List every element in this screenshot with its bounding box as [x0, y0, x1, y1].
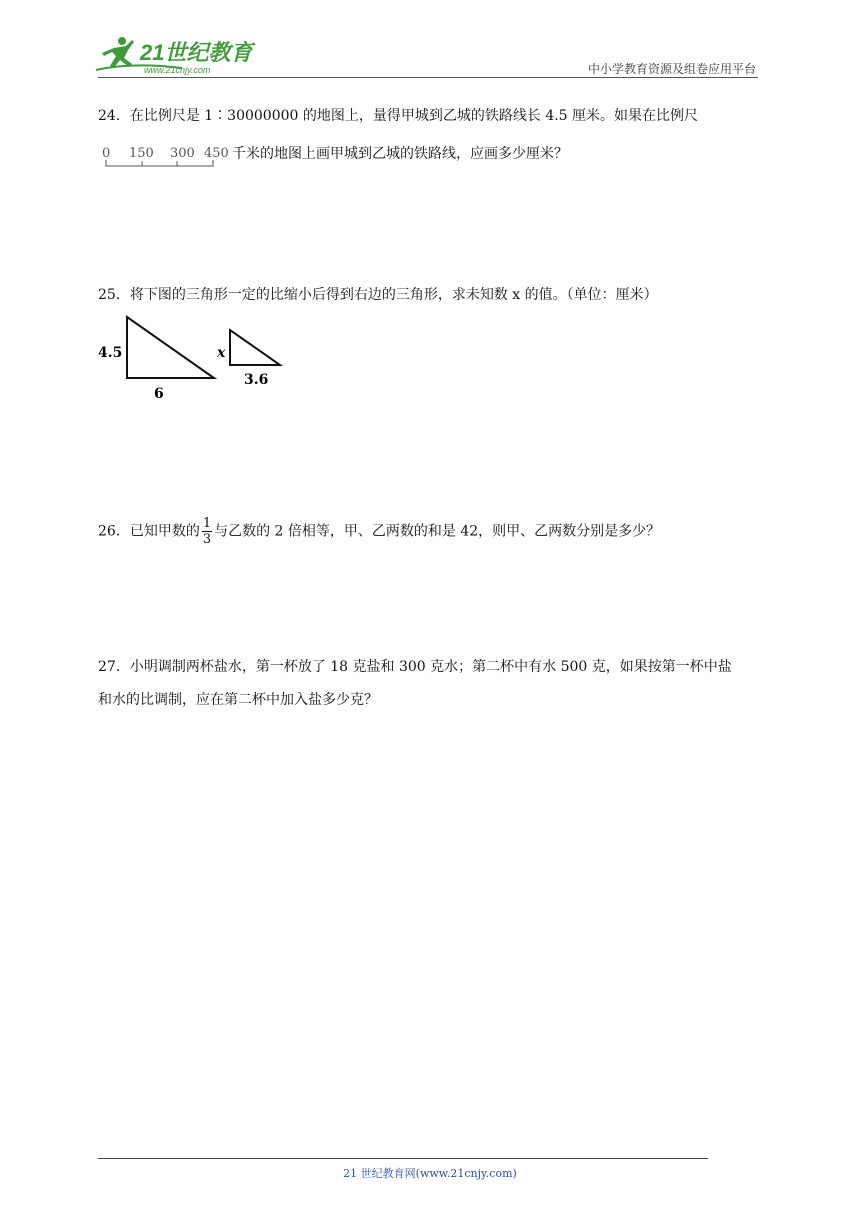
- scale-bar-figure: [100, 140, 232, 174]
- small-triangle-base-label: 3.6: [244, 372, 269, 388]
- scale-label-150: 150: [129, 146, 154, 161]
- big-triangle: [127, 317, 214, 378]
- small-triangle: [230, 330, 280, 365]
- big-triangle-height-label: 4.5: [98, 345, 123, 361]
- header-divider: [98, 77, 758, 78]
- small-triangle-height-label: x: [217, 345, 226, 361]
- site-logo: [92, 34, 262, 76]
- header-platform-text: 中小学教育资源及组卷应用平台: [587, 62, 756, 76]
- question-26-prefix: 26．已知甲数的: [98, 523, 200, 540]
- big-triangle-base-label: 6: [154, 386, 164, 402]
- logo-text: 21世纪教育: [140, 40, 253, 65]
- scale-bar-line: [106, 160, 213, 166]
- question-27-line-2: 和水的比调制，应在第二杯中加入盐多少克？: [98, 692, 378, 708]
- scale-label-300: 300: [170, 146, 195, 161]
- footer-divider: [98, 1158, 708, 1159]
- question-24-line-2: 千米的地图上画甲城到乙城的铁路线，应画多少厘米？: [232, 146, 568, 162]
- question-26-suffix: 与乙数的 2 倍相等，甲、乙两数的和是 42，则甲、乙两数分别是多少？: [214, 523, 661, 540]
- question-25-text: 25．将下图的三角形一定的比缩小后得到右边的三角形，求未知数 x 的值。（单位：厘米）: [98, 287, 658, 303]
- fraction-denominator: 3: [202, 532, 212, 547]
- fraction-one-third: [202, 516, 212, 547]
- scale-label-450: 450: [204, 146, 229, 161]
- logo-url: www.21cnjy.com: [144, 65, 211, 75]
- question-24-line-1: 24．在比例尺是 1∶30000000 的地图上，量得甲城到乙城的铁路线长 4.5 厘米。如果在比例尺: [98, 108, 699, 124]
- question-27-line-1: 27．小明调制两杯盐水，第一杯放了 18 克盐和 300 克水；第二杯中有水 500 克，如果按第一杯中盐: [98, 659, 732, 675]
- question-26-text: [98, 516, 660, 547]
- fraction-numerator: 1: [202, 516, 212, 531]
- runner-icon: [102, 37, 134, 68]
- scale-label-0: 0: [102, 146, 111, 161]
- triangles-figure: [96, 312, 296, 404]
- footer-site-text[interactable]: 21 世纪教育网(www.21cnjy.com): [343, 1167, 517, 1180]
